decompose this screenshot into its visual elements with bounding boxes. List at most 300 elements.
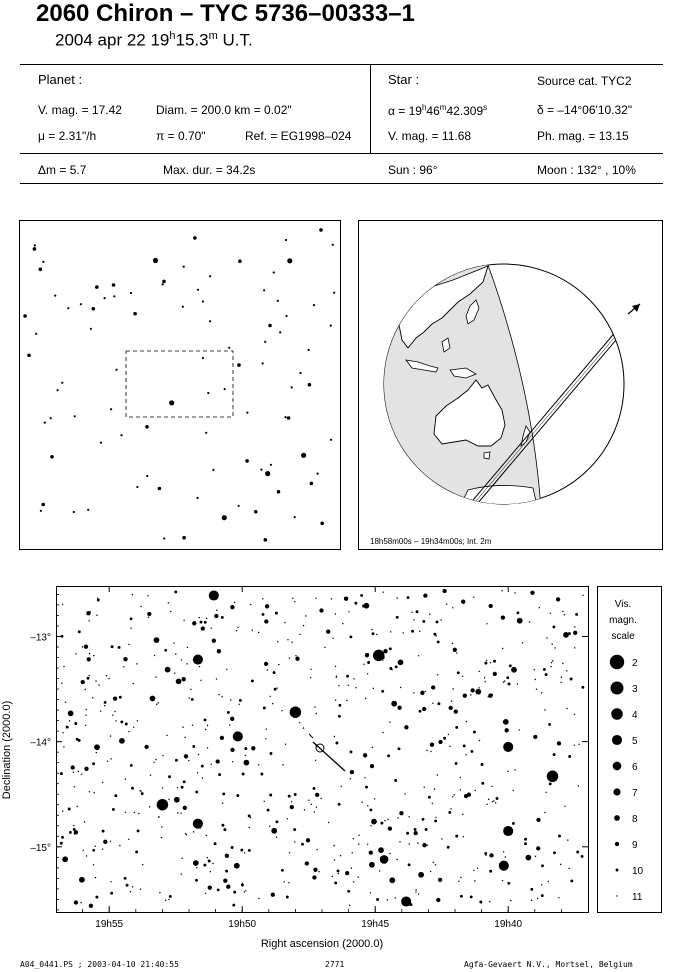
field-star [162, 755, 163, 756]
field-star [162, 787, 163, 788]
field-star [271, 893, 275, 897]
field-star [95, 896, 98, 899]
finder-star [50, 417, 52, 419]
field-star [435, 817, 436, 818]
legend-dot [613, 788, 620, 795]
field-star [398, 747, 401, 750]
field-star [488, 799, 489, 800]
field-star [360, 594, 363, 597]
field-star [114, 711, 115, 712]
finder-star [104, 297, 106, 299]
field-star [470, 895, 473, 898]
field-star [158, 816, 159, 817]
field-star [232, 761, 233, 762]
field-star [372, 632, 375, 635]
field-star [537, 898, 538, 899]
field-star [130, 891, 131, 892]
field-star [245, 755, 246, 756]
finder-star [57, 389, 59, 391]
field-star [489, 901, 490, 902]
field-star [453, 648, 457, 652]
bright-star [401, 896, 411, 906]
finder-star [110, 408, 112, 410]
field-star [367, 844, 368, 845]
legend-dot [610, 655, 624, 669]
field-star [73, 786, 74, 787]
field-star [334, 859, 335, 860]
field-star [76, 806, 77, 807]
field-star [551, 643, 552, 644]
field-star [503, 681, 504, 682]
field-star [479, 740, 480, 741]
field-star [237, 627, 238, 628]
field-star [362, 605, 365, 608]
footer-file: A04_0441.PS ; 2003-04-10 21:40:55 [20, 960, 179, 969]
field-star [404, 725, 408, 729]
field-star [452, 607, 453, 608]
field-star [80, 902, 81, 903]
field-star [411, 630, 414, 633]
field-star [112, 714, 113, 715]
field-star [479, 901, 482, 904]
field-star [466, 721, 467, 722]
field-star [304, 809, 305, 810]
field-star [295, 655, 296, 656]
field-star [489, 853, 493, 857]
field-star [462, 676, 463, 677]
field-star [517, 683, 518, 684]
field-star [463, 694, 467, 698]
field-star [334, 881, 337, 884]
field-star [489, 870, 492, 873]
finder-star [115, 369, 117, 371]
field-star [582, 595, 583, 596]
x-tick-label: 19h50 [228, 919, 257, 930]
field-star [93, 655, 94, 656]
field-star [207, 725, 208, 726]
field-star [510, 900, 511, 901]
field-star [560, 864, 561, 865]
field-star [530, 591, 534, 595]
field-star [394, 897, 395, 898]
field-star [181, 858, 182, 859]
field-star [68, 808, 71, 811]
field-star [435, 864, 436, 865]
field-star [397, 706, 401, 710]
field-star [548, 723, 551, 726]
field-star [573, 631, 577, 635]
field-star [299, 722, 300, 723]
field-star [295, 657, 299, 661]
field-star [570, 678, 573, 681]
field-star [545, 673, 548, 676]
field-star [264, 662, 268, 666]
field-star [319, 608, 323, 612]
field-star [238, 704, 239, 705]
field-star [502, 648, 503, 649]
field-star [455, 762, 458, 765]
field-star [78, 771, 79, 772]
field-star [460, 877, 461, 878]
field-star [419, 631, 420, 632]
field-star [110, 881, 111, 882]
field-star [479, 671, 480, 672]
field-star [287, 818, 288, 819]
field-star [73, 825, 74, 826]
field-star [78, 630, 81, 633]
finder-star [224, 388, 226, 390]
field-star [550, 666, 551, 667]
field-star [416, 610, 419, 613]
field-star [442, 589, 446, 593]
field-star [134, 812, 135, 813]
field-star [568, 868, 569, 869]
field-star [82, 646, 83, 647]
finder-star [100, 442, 102, 444]
field-star [376, 898, 379, 901]
field-star [463, 836, 464, 837]
field-star [345, 871, 349, 875]
field-star [128, 644, 129, 645]
field-star [536, 846, 540, 850]
field-star [524, 842, 527, 845]
field-star [486, 660, 487, 661]
field-star [338, 715, 341, 718]
field-star [258, 898, 259, 899]
field-star [534, 669, 535, 670]
finder-star [74, 415, 76, 417]
field-star [269, 696, 270, 697]
field-star [88, 620, 89, 621]
field-star [210, 764, 211, 765]
finder-star [112, 283, 116, 287]
field-star [511, 667, 517, 673]
field-star [124, 877, 127, 880]
field-star [557, 741, 561, 745]
field-star [484, 677, 485, 678]
field-star [249, 827, 250, 828]
finder-star [158, 487, 162, 491]
field-star [373, 688, 374, 689]
field-star [244, 852, 245, 853]
field-star [233, 891, 236, 894]
field-star [312, 875, 316, 879]
field-star [367, 673, 368, 674]
field-star [331, 598, 332, 599]
field-star [168, 602, 169, 603]
field-star [561, 676, 562, 677]
field-star [182, 726, 183, 727]
minute-text: 15.3 [175, 30, 209, 50]
field-star [484, 852, 487, 855]
field-star [454, 709, 458, 713]
field-star [286, 896, 289, 899]
field-star [429, 613, 430, 614]
planet-reference: Ref. = EG1998–024 [245, 129, 352, 143]
field-star [395, 665, 398, 668]
field-star [100, 710, 101, 711]
field-star [388, 826, 392, 830]
field-star [108, 678, 109, 679]
field-star [550, 613, 551, 614]
field-star [575, 613, 578, 616]
field-star [506, 676, 509, 679]
field-star [478, 687, 479, 688]
field-star [69, 720, 70, 721]
field-star [453, 794, 454, 795]
field-star [508, 683, 511, 686]
sun-elongation: Sun : 96° [388, 163, 438, 177]
field-star [63, 666, 64, 667]
finder-star [209, 320, 211, 322]
field-star [350, 750, 353, 753]
field-star [448, 811, 451, 814]
field-star [369, 808, 372, 811]
field-star [140, 888, 141, 889]
field-star [130, 617, 133, 620]
field-star [73, 828, 76, 831]
field-star [378, 847, 384, 853]
field-star [551, 662, 552, 663]
field-star [490, 662, 491, 663]
field-star [428, 796, 431, 799]
field-star [214, 614, 218, 618]
ra-seconds: 42.309 [446, 104, 484, 118]
field-star [396, 616, 399, 619]
field-star [119, 696, 122, 699]
field-star [181, 786, 184, 789]
ra-minutes: 46 [426, 104, 440, 118]
field-star [581, 855, 584, 858]
field-star [380, 822, 383, 825]
x-axis-label: Right ascension (2000.0) [260, 938, 384, 950]
field-star [147, 595, 148, 596]
field-star [188, 697, 189, 698]
field-star [216, 609, 217, 610]
field-star [539, 607, 540, 608]
field-star [318, 871, 319, 872]
finder-star [277, 490, 281, 494]
field-star [493, 672, 497, 676]
field-star [110, 735, 111, 736]
field-star [165, 667, 171, 673]
field-star [267, 809, 270, 812]
field-star [426, 750, 427, 751]
field-star [242, 773, 245, 776]
field-star [192, 725, 193, 726]
field-star [326, 630, 330, 634]
field-star [276, 687, 277, 688]
field-star [95, 680, 96, 681]
field-star [443, 737, 446, 740]
legend-mag-label: 3 [632, 684, 638, 695]
field-star [338, 685, 339, 686]
field-star [92, 849, 95, 852]
field-star [150, 696, 156, 702]
field-star [197, 772, 198, 773]
field-star [193, 831, 194, 832]
field-star [226, 669, 227, 670]
minute-sup: m [208, 30, 218, 42]
field-star [379, 870, 380, 871]
field-star [432, 703, 433, 704]
field-star [130, 627, 131, 628]
field-star [418, 893, 419, 894]
field-star [138, 813, 139, 814]
field-star [338, 873, 339, 874]
field-star [65, 701, 66, 702]
field-star [399, 841, 400, 842]
field-star [367, 661, 370, 664]
field-star [436, 898, 440, 902]
field-star [278, 664, 279, 665]
field-star [273, 671, 276, 674]
field-star [106, 675, 107, 676]
field-star [350, 778, 351, 779]
finder-star [205, 432, 207, 434]
legend-dot [611, 682, 624, 695]
field-star [435, 635, 436, 636]
field-star [208, 886, 212, 890]
field-star [430, 751, 431, 752]
field-star [361, 801, 362, 802]
field-star [225, 854, 229, 858]
field-star [221, 696, 222, 697]
tasmania-shape [484, 452, 490, 459]
field-star [205, 893, 206, 894]
header-top-rule [20, 64, 663, 65]
field-star [450, 808, 451, 809]
finder-star [35, 333, 37, 335]
field-star [349, 635, 352, 638]
field-star [541, 692, 542, 693]
field-star [544, 812, 545, 813]
field-star [313, 787, 316, 790]
field-star [149, 806, 150, 807]
field-star [574, 714, 575, 715]
field-star [513, 790, 514, 791]
field-star [90, 611, 91, 612]
finder-star [268, 324, 272, 328]
field-star [382, 591, 383, 592]
field-star [221, 824, 224, 827]
field-star [465, 754, 466, 755]
finder-star [169, 400, 174, 405]
finder-star [294, 516, 296, 518]
field-star [262, 598, 263, 599]
ra-m-sup: m [439, 103, 447, 112]
field-star [316, 713, 317, 714]
x-tick-label: 19h55 [95, 919, 124, 930]
field-star [301, 843, 304, 846]
field-star [269, 794, 272, 797]
legend-title-line-2: magn. [609, 615, 637, 626]
legend-mag-label: 8 [632, 814, 638, 825]
field-star [287, 639, 288, 640]
field-star [457, 671, 460, 674]
finder-star [90, 328, 92, 330]
bright-star [547, 771, 559, 783]
field-star [387, 899, 388, 900]
field-star [552, 660, 553, 661]
field-star [353, 881, 354, 882]
finder-star [202, 300, 204, 302]
field-star [389, 721, 390, 722]
field-star [495, 802, 496, 803]
planet-heading: Planet : [38, 72, 83, 87]
field-star [514, 592, 515, 593]
field-star [236, 630, 237, 631]
field-star [84, 767, 88, 771]
finder-star [207, 392, 209, 394]
finder-star [237, 363, 241, 367]
field-star [299, 634, 300, 635]
field-star [154, 637, 160, 643]
field-star [475, 790, 476, 791]
field-star [396, 859, 397, 860]
field-star [535, 856, 536, 857]
field-star [456, 652, 457, 653]
field-star [275, 820, 278, 823]
field-star [481, 782, 484, 785]
field-star [89, 675, 90, 676]
field-star [406, 832, 409, 835]
field-star [486, 804, 487, 805]
field-star [159, 892, 160, 893]
legend-mag-label: 7 [632, 788, 638, 799]
legend-mag-label: 9 [632, 840, 638, 851]
field-star [436, 620, 439, 623]
field-star [288, 795, 291, 798]
field-star [344, 597, 348, 601]
finder-star [40, 510, 42, 512]
field-star [168, 899, 169, 900]
field-star [438, 878, 442, 882]
field-star [135, 850, 138, 853]
field-star [204, 718, 207, 721]
finder-star [299, 372, 301, 374]
field-star [276, 836, 277, 837]
field-star [62, 810, 63, 811]
bright-star [193, 819, 203, 829]
field-star [212, 863, 213, 864]
field-star [526, 855, 532, 861]
finder-star [193, 236, 197, 240]
finder-star [262, 362, 264, 364]
field-star [181, 659, 182, 660]
field-star [174, 590, 177, 593]
finder-star [67, 307, 69, 309]
finder-star [330, 325, 332, 327]
field-star [358, 843, 359, 844]
field-star [161, 826, 162, 827]
field-star [110, 841, 111, 842]
field-star [218, 694, 219, 695]
field-star [265, 604, 269, 608]
field-star [461, 600, 465, 604]
field-star [294, 793, 297, 796]
field-star [351, 852, 352, 853]
field-star [340, 855, 341, 856]
finder-star [285, 315, 287, 317]
star-declination: δ = –14°06'10.32" [537, 103, 633, 117]
field-star [168, 775, 171, 778]
field-star [570, 879, 573, 882]
field-star [284, 622, 285, 623]
field-star [374, 798, 375, 799]
field-star [370, 892, 371, 893]
footer-page: 2771 [325, 960, 345, 969]
